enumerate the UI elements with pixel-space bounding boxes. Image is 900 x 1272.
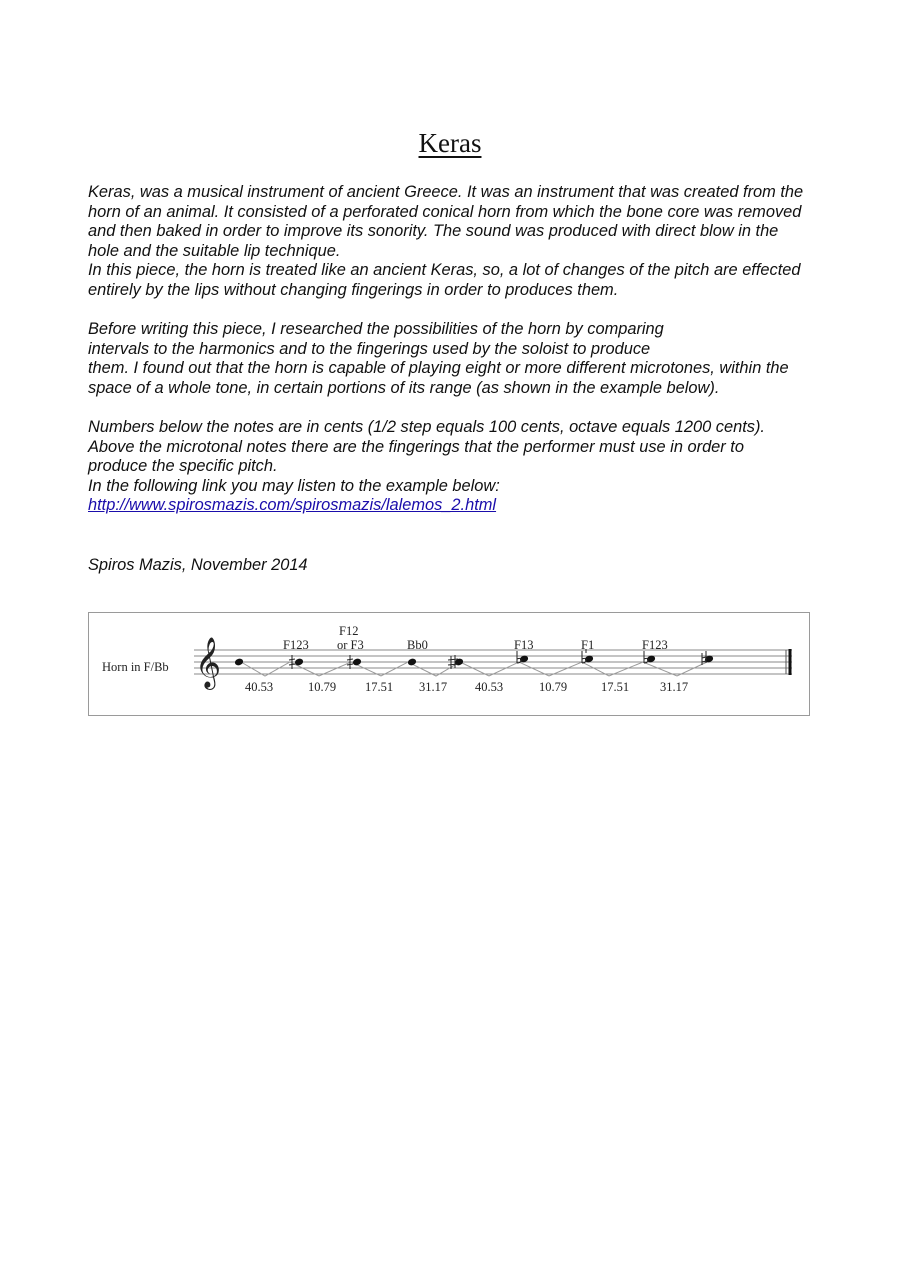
cents-label: 40.53 (245, 680, 274, 694)
fingering-labels (283, 624, 668, 652)
text-line: hole and the suitable lip technique. (88, 241, 341, 260)
notes-paragraph (88, 418, 823, 516)
text-line: Before writing this piece, I researched the possibilities of the horn by comparing (88, 320, 664, 338)
cents-label: 31.17 (419, 680, 448, 694)
instrument-label: Horn in F/Bb (102, 660, 169, 674)
fingering-label: F123 (642, 638, 668, 652)
text-line: Keras, was a musical instrument of ancient Greece. It was an instrument that was created from the (88, 183, 804, 201)
cents-label: 40.53 (475, 680, 504, 694)
fingering-label: F123 (283, 638, 309, 652)
text-line: and then baked in order to improve its sonority. The sound was produced with direct blow in the (88, 222, 779, 241)
cents-label: 17.51 (365, 680, 394, 694)
intro-paragraph (88, 183, 823, 301)
cents-labels (245, 680, 688, 694)
cents-label: 31.17 (660, 680, 689, 694)
note-head (234, 658, 244, 667)
text-line: intervals to the harmonics and to the fingerings used by the soloist to produce (88, 339, 651, 358)
text-line: In this piece, the horn is treated like an ancient Keras, so, a lot of changes of the pitch are effected (88, 261, 801, 280)
research-paragraph (88, 320, 823, 398)
cents-label: 10.79 (539, 680, 568, 694)
text-line: entirely by the lips without changing fingerings in order to produces them. (88, 280, 619, 299)
text-line: them. I found out that the horn is capable of playing eight or more different microtones, within the (88, 359, 789, 378)
text-line: In the following link you may listen to the example below: (88, 476, 500, 495)
cents-label: 17.51 (601, 680, 630, 694)
accidentals-group (289, 649, 706, 669)
note-head (352, 658, 362, 667)
natural-down-icon (644, 651, 648, 663)
fingering-label: Bb0 (407, 638, 428, 652)
fingering-label: F12 (339, 624, 359, 638)
text-line: Above the microtonal notes there are the fingerings that the performer must use in order to (88, 437, 744, 456)
signature: Spiros Mazis, November 2014 (88, 556, 308, 574)
note-head (407, 658, 417, 667)
page-title: Keras (418, 128, 482, 158)
music-score-example (88, 612, 810, 716)
audio-example-link[interactable]: http://www.spirosmazis.com/spirosmazis/lalemos_2.html (88, 496, 497, 515)
natural-up-icon (517, 651, 521, 663)
text-line: space of a whole tone, in certain portions of its range (as shown in the example below). (88, 378, 720, 397)
score-staff-svg (89, 613, 811, 717)
treble-clef-icon: 𝄞 (195, 638, 222, 687)
cents-label: 10.79 (308, 680, 337, 694)
text-line: produce the specific pitch. (88, 457, 278, 476)
fingering-label: F1 (581, 638, 595, 652)
fingering-label: F13 (514, 638, 534, 652)
text-line: Numbers below the notes are in cents (1/2 step equals 100 cents, octave equals 1200 cents). (88, 418, 765, 436)
text-line: horn of an animal. It consisted of a perforated conical horn from which the bone core was removed (88, 202, 802, 221)
fingering-label: or F3 (337, 638, 364, 652)
